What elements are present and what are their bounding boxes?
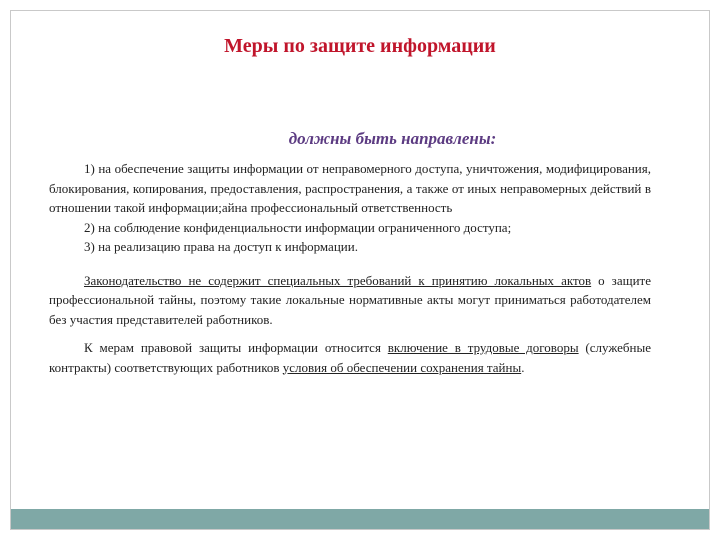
- paragraph-legislation: [49, 271, 651, 330]
- legal-measures-underlined-1: включение в трудовые договоры: [387, 340, 579, 355]
- legislation-underlined-text: Законодательство не содержит специальных требований к принятию локальных актов: [84, 272, 592, 288]
- footer-bar: [11, 509, 709, 529]
- list-item-2: 2) на соблюдение конфиденциальности информации ограниченного доступа;: [84, 219, 512, 235]
- slide-title: Меры по защите информации: [224, 35, 496, 57]
- slide-subtitle: должны быть направлены:: [288, 129, 497, 148]
- legal-measures-end: .: [521, 359, 525, 375]
- list-item-1: 1) на обеспечение защиты информации от неправомерного доступа, уничтожения, модифицирования, блокирования, копирования, предоставления, распространения, а также от иных неправомерных действий в отношении такой информации;айна профессиональный ответственность: [49, 161, 651, 215]
- paragraph-legal-measures: [49, 338, 651, 377]
- legislation-text: о защите профессиональной тайны, поэтому такие локальные нормативные акты могут приниматься работодателем без участия представителей работников.: [49, 272, 652, 327]
- legal-measures-middle: (служебные контракты) соответствующих работников: [49, 340, 651, 375]
- slide: [10, 10, 710, 530]
- legal-measures-intro: К мерам правовой защиты информации относится: [84, 340, 388, 355]
- slide-body: [49, 159, 651, 377]
- legal-measures-underlined-2: условия об обеспечении сохранения тайны: [282, 359, 522, 375]
- list-item-3: 3) на реализацию права на доступ к информации.: [84, 239, 358, 254]
